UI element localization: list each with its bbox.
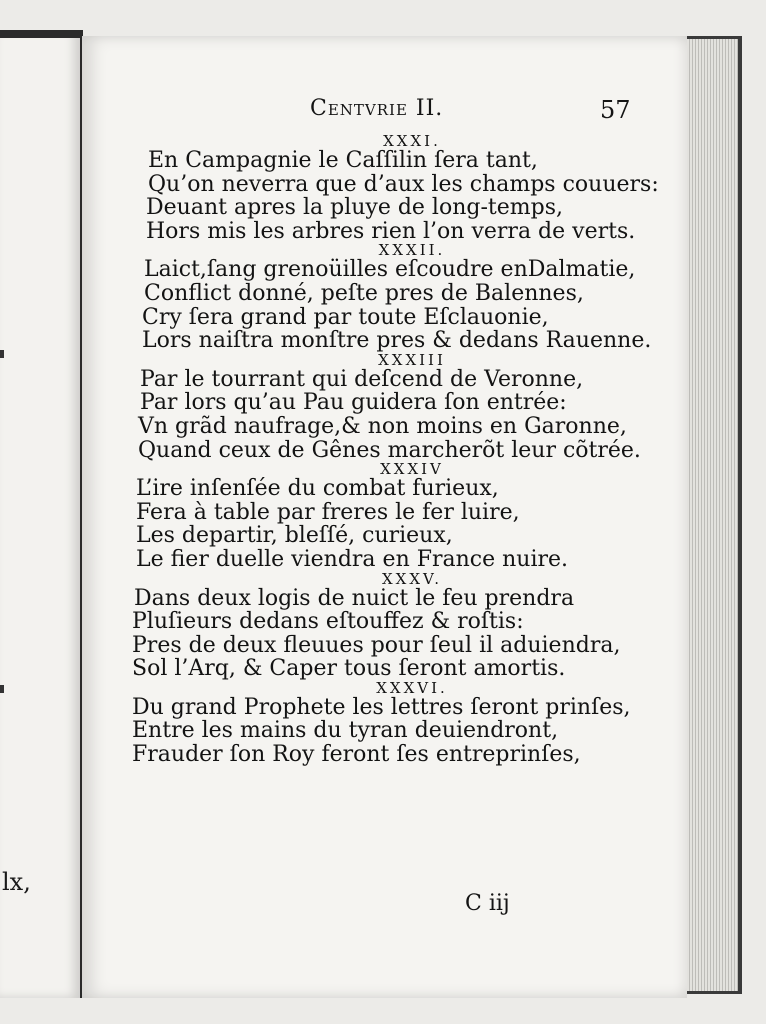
verse-line: L’ire inſenſée du combat furieux, [136, 476, 499, 502]
verse-line: Pres de deux fleuues pour ſeul il aduiendra, [132, 632, 621, 658]
left-page-mark [0, 350, 4, 358]
verse-line: Pluſieurs dedans eſtouffez & roſtis: [132, 609, 524, 635]
catchword: C iij [465, 891, 510, 916]
stanza [132, 462, 672, 571]
running-title: Centvrie II. [310, 96, 444, 121]
verse-line: Hors mis les arbres rien l’on verra de verts. [146, 218, 636, 244]
stanza-number: XXXIV [380, 460, 444, 479]
verse-line: Les departir, bleſſé, curieux, [136, 523, 453, 549]
verse-line: Du grand Prophete les lettres ſeront prinſes, [132, 694, 631, 720]
left-page-edge [0, 30, 80, 38]
verse-line: Par lors qu’au Pau guidera ſon entrée: [140, 390, 567, 416]
left-page-mark [0, 685, 4, 693]
stanza [132, 678, 672, 768]
stanza-number: XXXII. [378, 241, 446, 260]
verse-line: Lors naiſtra monſtre pres & dedans Rauenne. [142, 328, 652, 354]
stanza-number: XXXVI. [376, 678, 448, 697]
verse-line: Dans deux logis de nuict le feu prendra [134, 585, 575, 611]
verse-line: Laict,ſang grenoüilles eſcoudre enDalmatie, [144, 257, 636, 283]
stanza [132, 350, 672, 463]
verse-line: Vn grãd naufrage,& non moins en Garonne, [138, 413, 627, 439]
verse-line: Par le tourrant qui deſcend de Veronne, [140, 366, 584, 392]
page-header [82, 96, 687, 132]
stanza [132, 569, 672, 682]
verse-line: Le fier duelle viendra en France nuire. [136, 546, 569, 572]
left-page [0, 30, 83, 998]
right-page [82, 36, 687, 998]
verse-text [132, 134, 672, 767]
verse-line: Entre les mains du tyran deuiendront, [132, 718, 559, 744]
page-number: 57 [600, 96, 631, 124]
verse-line: Fera à table par freres le fer luire, [136, 499, 520, 525]
verse-line: Sol l’Arq, & Caper tous ſeront amortis. [132, 656, 566, 682]
verse-line: Deuant apres la pluye de long-temps, [146, 195, 563, 221]
stanza [132, 134, 672, 243]
left-page-fragment: lx, [2, 868, 31, 896]
verse-line: En Campagnie le Caſſilin ſera tant, [148, 148, 538, 173]
verse-line: Frauder ſon Roy feront ſes entreprinſes, [132, 742, 581, 768]
verse-line: Quand ceux de Gênes marcherõt leur cõtrée. [138, 437, 641, 463]
page-edges [680, 36, 742, 994]
stanza [132, 243, 672, 352]
verse-line: Conflict donné, peſte pres de Balennes, [144, 280, 584, 306]
verse-line: Qu’on neverra que d’aux les champs couuers: [148, 171, 659, 197]
stanza-number: XXXV. [381, 569, 442, 588]
stanza-number: XXXI. [383, 132, 441, 150]
stanza-number: XXXIII [378, 350, 446, 369]
verse-line: Cry ſera grand par toute Eſclauonie, [142, 304, 549, 330]
